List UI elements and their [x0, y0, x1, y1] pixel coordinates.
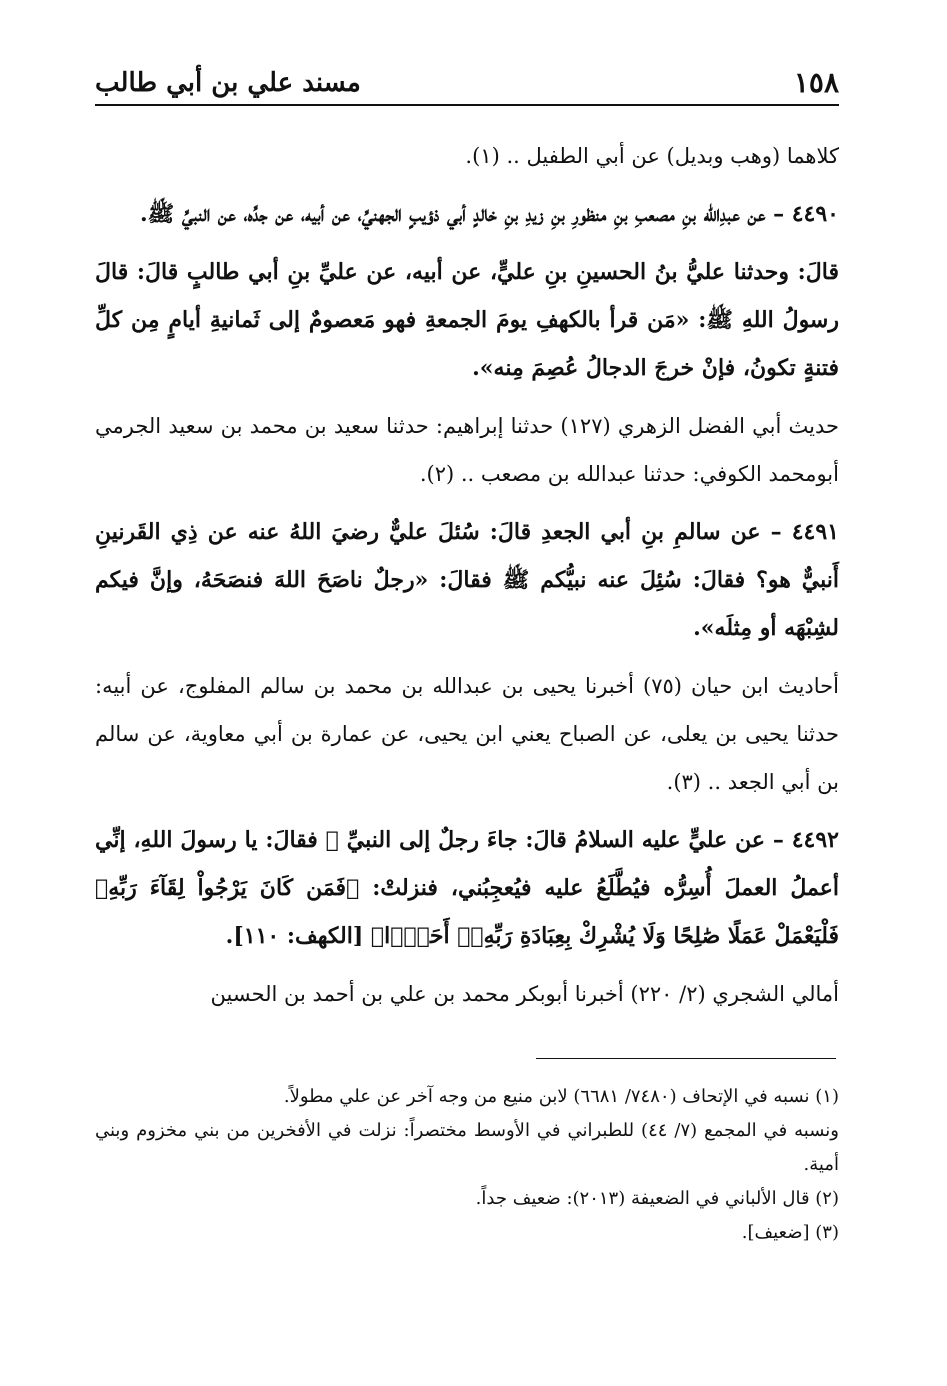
running-title: مسند علي بن أبي طالب [95, 68, 361, 98]
main-text [95, 132, 839, 1028]
footnote-divider [536, 1058, 836, 1059]
paragraph: أمالي الشجري (٢/ ٢٢٠) أخبرنا أبوبكر محمد بن علي بن أحمد بن الحسين [210, 982, 839, 1006]
paragraph: قالَ: وحدثنا عليُّ بنُ الحسينِ بنِ عليٍّ، عن أبيه، عن عليِّ بنِ أبي طالبٍ قالَ: قالَ رسولُ اللهِ ﷺ: «مَن قرأ بالكهفِ يومَ الجمعةِ فهو مَعصومٌ إلى ثَمانيةِ أيامٍ مِن كلِّ فتنةٍ تكونُ، فإنْ خرجَ الدجالُ عُصِمَ مِنه». [95, 259, 839, 381]
footnotes [95, 1080, 839, 1250]
footnote: (٢) قال الألباني في الضعيفة (٢٠١٣): ضعيف جداً. [475, 1188, 839, 1209]
paragraph: أحاديث ابن حيان (٧٥) أخبرنا يحيى بن عبدالله بن محمد بن سالم المفلوج، عن أبيه: حدثنا يحيى بن يعلى، عن الصباح يعني ابن يحيى، عن عمارة بن أبي معاوية، عن سالم بن أبي الجعد .. (٣). [95, 674, 840, 794]
paragraph: كلاهما (وهب وبديل) عن أبي الطفيل .. (١). [465, 144, 839, 168]
page-number: ١٥٨ [793, 66, 839, 99]
paragraph: ٤٤٩٠ – عن عبدِالله بنِ مصعبِ بنِ منظورِ بنِ زيدِ بنِ خالدٍ أبي ذؤيبٍ الجهنيِّ، عن أبيه، عن جدِّه، عن النبيِّ ﷺ. [140, 201, 839, 227]
page-header [95, 64, 839, 104]
paragraph: ٤٤٩١ – عن سالمِ بنِ أبي الجعدِ قالَ: سُئلَ عليٌّ رضيَ اللهُ عنه عن ذِي القَرنينِ أَنبيٌّ هو؟ فقالَ: سُئِلَ عنه نبيُّكم ﷺ فقالَ: «رجلٌ ناصَحَ اللهَ فنصَحَهُ، وإنَّ فيكم لشِبْهَه أو مِثلَه». [95, 519, 839, 641]
footnote: (٣) [ضعيف]. [741, 1222, 839, 1243]
paragraph: حديث أبي الفضل الزهري (١٢٧) حدثنا إبراهيم: حدثنا سعيد بن محمد بن سعيد الجرمي أبومحمد الكوفي: حدثنا عبدالله بن مصعب .. (٢). [95, 414, 840, 486]
footnote: ونسبه في المجمع (٧/ ٤٤) للطبراني في الأوسط مختصراً: نزلت في الأفخرين من بني مخزوم وبني أمية. [95, 1120, 839, 1175]
footnote: (١) نسبه في الإتحاف (٧٤٨٠/ ٦٦٨١) لابن منيع من وجه آخر عن علي مطولاً. [283, 1086, 839, 1107]
header-divider [95, 104, 839, 106]
paragraph: ٤٤٩٢ – عن عليٍّ عليه السلامُ قالَ: جاءَ رجلٌ إلى النبيِّ ﷺ فقالَ: يا رسولَ اللهِ، إنِّي أعملُ العملَ أُسِرُّه فيُطَّلَعُ عليه فيُعجِبُني، فنزلتْ: ﴿فَمَن كَانَ يَرْجُواْ لِقَآءَ رَبِّهِۦ فَلْيَعْمَلْ عَمَلًا صَٰلِحًا وَلَا يُشْرِكْ بِعِبَادَةِ رَبِّهِۦٓ أَحَدًۢا﴾ [الكهف: ١١٠]. [95, 827, 839, 949]
